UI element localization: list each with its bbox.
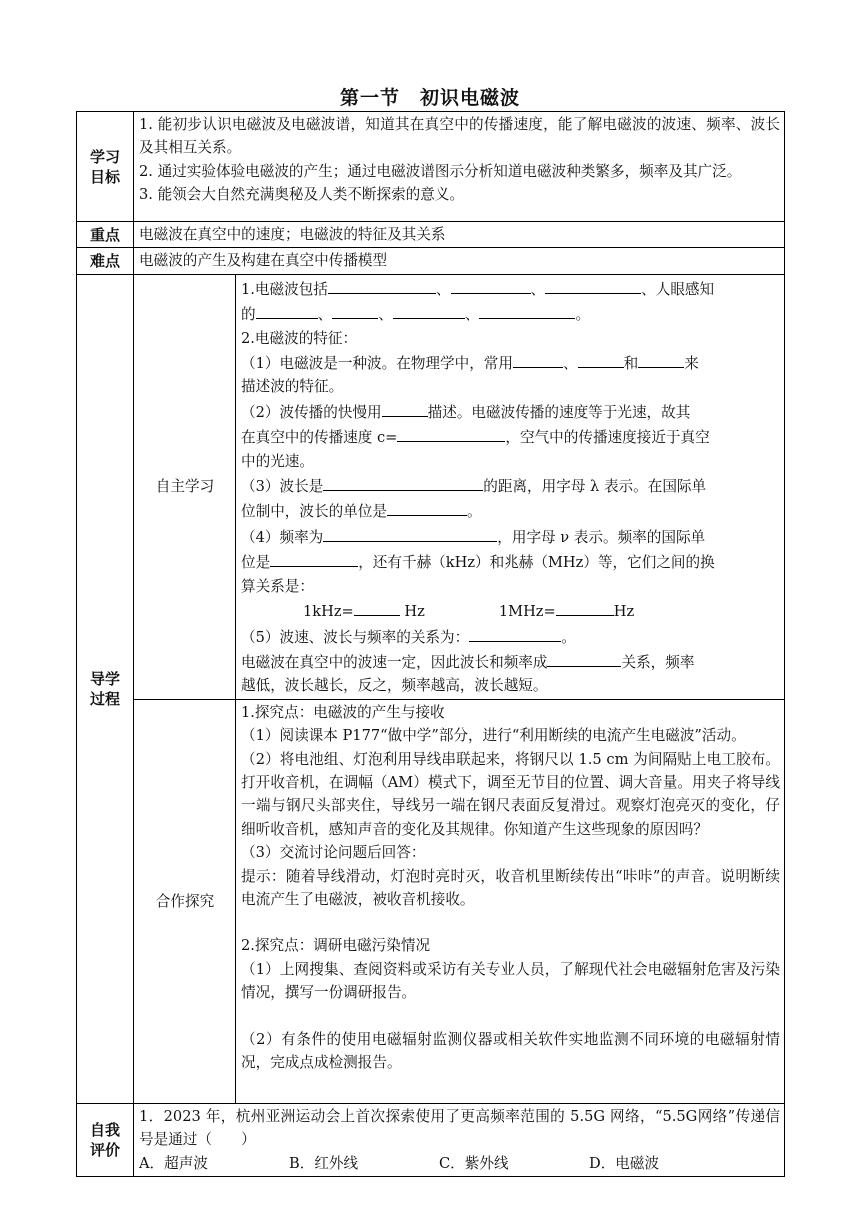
p4-line: （4）频率为 ，用字母 ν 表示。频率的国际单 — [241, 524, 780, 549]
explore-line: （3）交流讨论问题后回答： — [241, 844, 426, 862]
explore-line: （2）将电池组、灯泡利用导线串联起来，将钢尺以 1.5 cm 为间隔贴上电工胶布。打开收音机，在调幅（AM）模式下，调至无节目的位置、调大音量。用夹子将导线一端与钢尺头部夹住，导线另一端在钢尺表面反复滑过。观察灯泡亮灭的变化，仔细听收音机，感知声音的变化及其规律。你知道产生这些现象的原因吗？ — [241, 750, 781, 838]
q1-line-2: 的 、 、 、 。 — [241, 301, 780, 326]
explore-line: 1.探究点：电磁波的产生与接收 — [241, 703, 445, 721]
key-text: 电磁波在真空中的速度；电磁波的特征及其关系 — [134, 222, 785, 248]
p2-line-3: 中的光速。 — [241, 452, 314, 470]
key-row — [77, 222, 785, 248]
p2-line-2: 在真空中的传播速度 c= ，空气中的传播速度接近于真空 — [241, 424, 780, 449]
blank[interactable] — [397, 424, 505, 442]
explore-row — [77, 699, 785, 1103]
p6-line: 电磁波在真空中的波速一定，因此波长和频率成 关系，频率 — [241, 649, 780, 674]
explore-line: 提示：随着导线滑动，灯泡时亮时灭，收音机里断续传出“咔咔”的声音。说明断续电流产生了电磁波，被收音机接收。 — [241, 867, 781, 908]
blank[interactable] — [354, 598, 400, 616]
difficulty-row — [77, 248, 785, 274]
explore-label: 合作探究 — [134, 699, 236, 1103]
p4-line-3: 算关系是： — [241, 577, 314, 595]
blank[interactable] — [578, 350, 624, 368]
blank[interactable] — [547, 649, 621, 667]
difficulty-label: 难点 — [77, 248, 134, 274]
option-a[interactable]: A．超声波 — [139, 1154, 208, 1172]
blank[interactable] — [451, 276, 531, 294]
lesson-table — [76, 111, 785, 1177]
blank[interactable] — [638, 350, 684, 368]
q1-line: 1.电磁波包括 、 、 、人眼感知 — [241, 276, 780, 301]
p4-line-2: 位是 ，还有千赫（kHz）和兆赫（MHz）等，它们之间的换 — [241, 549, 780, 574]
page-title: 第一节 初识电磁波 — [339, 87, 520, 109]
p1-line: （1）电磁波是一种波。在物理学中，常用 、 和 来 — [241, 350, 780, 375]
evaluation-label: 自我 评价 — [77, 1103, 134, 1176]
blank[interactable] — [387, 498, 467, 516]
evaluation-options — [139, 1152, 780, 1175]
explore-line: （2）有条件的使用电磁辐射监测仪器或相关软件实地监测不同环境的电磁辐射情况，完成点成检测报告。 — [241, 1030, 781, 1071]
blank[interactable] — [332, 301, 378, 319]
p5-line: （5）波速、波长与频率的关系为： 。 — [241, 624, 780, 649]
explore-line: 2.探究点：调研电磁污染情况 — [241, 937, 431, 955]
conversion-line: 1kHz= Hz 1MHz= Hz — [241, 598, 780, 623]
evaluation-row — [77, 1103, 785, 1176]
explore-content — [236, 699, 785, 1103]
blank[interactable] — [469, 624, 561, 642]
option-c[interactable]: C．紫外线 — [439, 1154, 509, 1172]
blank[interactable] — [382, 399, 428, 417]
blank[interactable] — [323, 524, 497, 542]
p3-line: （3）波长是 的距离，用字母 λ 表示。在国际单 — [241, 473, 780, 498]
goal-item: 1. 能初步认识电磁波及电磁波谱，知道其在真空中的传播速度，能了解电磁波的波速、频率、波长及其相互关系。 — [139, 116, 781, 157]
goal-item: 2. 通过实验体验电磁波的产生；通过电磁波谱图示分析知道电磁波种类繁多，频率及其广泛。 — [139, 162, 742, 180]
goals-row — [77, 112, 785, 222]
option-d[interactable]: D．电磁波 — [589, 1154, 660, 1172]
blank[interactable] — [323, 473, 483, 491]
evaluation-question: 1．2023 年，杭州亚洲运动会上首次探索使用了更高频率范围的 5.5G 网络，“5.5G网络”传递信号是通过（ ） — [139, 1107, 781, 1149]
difficulty-text: 电磁波的产生及构建在真空中传播模型 — [134, 248, 785, 274]
blank[interactable] — [270, 549, 358, 567]
self-study-row — [77, 274, 785, 699]
p3-line-2: 位制中，波长的单位是 。 — [241, 498, 780, 523]
p1-line-2: 描述波的特征。 — [241, 378, 344, 396]
blank[interactable] — [479, 301, 575, 319]
goals-content — [134, 112, 785, 222]
evaluation-content — [134, 1103, 785, 1176]
p6-line-2: 越低，波长越长，反之，频率越高，波长越短。 — [241, 677, 548, 695]
goal-item: 3. 能领会大自然充满奥秘及人类不断探索的意义。 — [139, 186, 465, 204]
process-label: 导学 过程 — [77, 274, 134, 1103]
blank[interactable] — [393, 301, 465, 319]
explore-line: （1）阅读课本 P177“做中学”部分，进行“利用断续的电流产生电磁波”活动。 — [241, 727, 746, 745]
p2-line: （2）波传播的快慢用 描述。电磁波传播的速度等于光速，故其 — [241, 399, 780, 424]
blank[interactable] — [545, 276, 641, 294]
key-label: 重点 — [77, 222, 134, 248]
blank[interactable] — [513, 350, 563, 368]
self-study-label: 自主学习 — [134, 274, 236, 699]
blank[interactable] — [256, 301, 318, 319]
q2-line: 2.电磁波的特征： — [241, 329, 358, 347]
blank[interactable] — [328, 276, 436, 294]
goals-label: 学习 目标 — [77, 112, 134, 222]
self-study-content — [236, 274, 785, 699]
explore-line: （1）上网搜集、查阅资料或采访有关专业人员，了解现代社会电磁辐射危害及污染情况，撰写一份调研报告。 — [241, 960, 781, 1002]
blank[interactable] — [556, 598, 614, 616]
option-b[interactable]: B．红外线 — [289, 1154, 359, 1172]
